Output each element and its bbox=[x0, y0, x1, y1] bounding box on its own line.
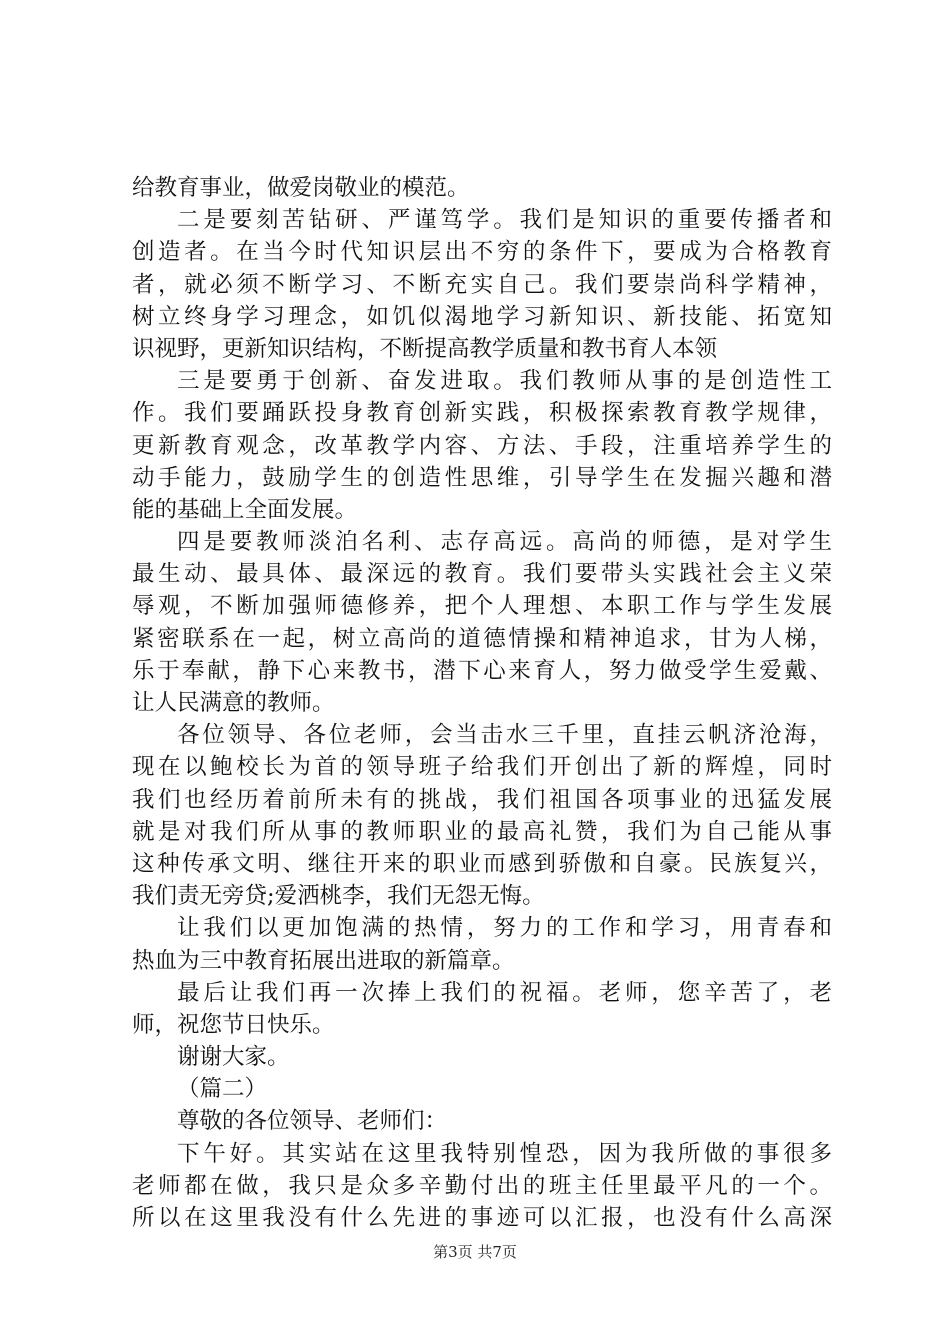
text-line: 下午好。其实站在这里我特别惶恐，因为我所做的事很多 bbox=[177, 1140, 832, 1167]
text-line: 师，祝您节日快乐。 bbox=[132, 1011, 335, 1038]
text-line: 我们责无旁贷;爱洒桃李，我们无怨无悔。 bbox=[132, 883, 545, 910]
text-line: 作。我们要踊跃投身教育创新实践，积极探索教育教学规律， bbox=[132, 400, 832, 427]
text-line: 我们也经历着前所未有的挑战，我们祖国各项事业的迅猛发展 bbox=[132, 786, 832, 813]
text-line: 最生动、最具体、最深远的教育。我们要带头实践社会主义荣 bbox=[132, 561, 832, 588]
text-line: 尊敬的各位领导、老师们： bbox=[177, 1108, 448, 1135]
text-line: 辱观，不断加强师德修养，把个人理想、本职工作与学生发展 bbox=[132, 593, 832, 620]
text-line: 乐于奉献，静下心来教书，潜下心来育人，努力做受学生爱戴、 bbox=[132, 657, 832, 684]
text-line: 所以在这里我没有什么先进的事迹可以汇报，也没有什么高深 bbox=[132, 1205, 832, 1231]
text-line: 谢谢大家。 bbox=[177, 1044, 290, 1071]
text-line: 识视野，更新知识结构，不断提高教学质量和教书育人本领 bbox=[132, 335, 718, 362]
text-line: 二是要刻苦钻研、严谨笃学。我们是知识的重要传播者和 bbox=[177, 207, 832, 234]
text-line: 紧密联系在一起，树立高尚的道德情操和精神追求，甘为人梯， bbox=[132, 625, 832, 652]
text-line: （篇二） bbox=[177, 1076, 268, 1103]
text-line: 就是对我们所从事的教师职业的最高礼赞，我们为自己能从事 bbox=[132, 818, 832, 845]
text-line: 创造者。在当今时代知识层出不穷的条件下，要成为合格教育 bbox=[132, 239, 832, 266]
document-body bbox=[132, 172, 832, 1234]
text-line: 热血为三中教育拓展出进取的新篇章。 bbox=[132, 947, 515, 974]
text-line: 让我们以更加饱满的热情，努力的工作和学习，用青春和 bbox=[177, 915, 832, 942]
text-line: 老师都在做，我只是众多辛勤付出的班主任里最平凡的一个。 bbox=[132, 1172, 832, 1199]
text-line: 更新教育观念，改革教学内容、方法、手段，注重培养学生的 bbox=[132, 432, 832, 459]
text-line: 让人民满意的教师。 bbox=[132, 690, 335, 716]
text-line: 给教育事业，做爱岗敬业的模范。 bbox=[132, 175, 470, 201]
text-line: 能的基础上全面发展。 bbox=[132, 496, 358, 523]
text-line: 树立终身学习理念，如饥似渴地学习新知识、新技能、拓宽知 bbox=[132, 303, 832, 330]
text-line: 最后让我们再一次捧上我们的祝福。老师，您辛苦了，老 bbox=[177, 979, 832, 1006]
text-line: 动手能力，鼓励学生的创造性思维，引导学生在发掘兴趣和潜 bbox=[132, 464, 832, 491]
text-line: 三是要勇于创新、奋发进取。我们教师从事的是创造性工 bbox=[177, 368, 832, 395]
text-line: 这种传承文明、继往开来的职业而感到骄傲和自豪。民族复兴， bbox=[132, 850, 832, 877]
text-line: 者，就必须不断学习、不断充实自己。我们要崇尚科学精神， bbox=[132, 271, 832, 298]
text-line: 四是要教师淡泊名利、志存高远。高尚的师德，是对学生 bbox=[177, 529, 832, 556]
text-line: 各位领导、各位老师，会当击水三千里，直挂云帆济沧海， bbox=[177, 722, 832, 749]
text-line: 现在以鲍校长为首的领导班子给我们开创出了新的辉煌，同时 bbox=[132, 754, 832, 781]
page-footer: 第3页 共7页 bbox=[433, 1243, 517, 1261]
